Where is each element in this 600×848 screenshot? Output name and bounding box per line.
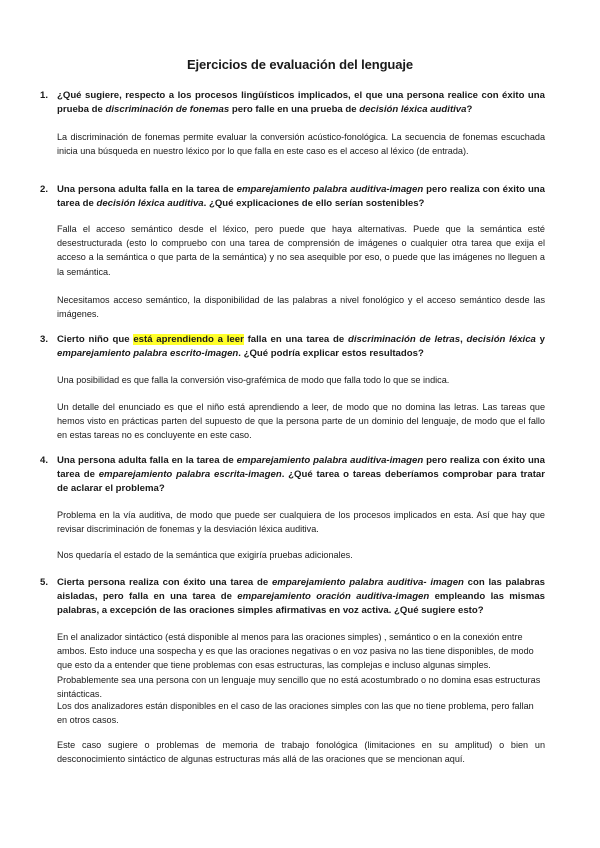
answer-3-paragraph-1: Una posibilidad es que falla la conversión viso-grafémica de modo que falla todo lo que se indica.	[57, 375, 450, 385]
question-number-2: 2.	[40, 184, 49, 195]
answer-3-paragraph-2: Un detalle del enunciado es que el niño está aprendiendo a leer, de modo que no domina las letras. Las tareas que hemos visto en prácticas parten del supuesto de que la persona parte de un dominio del lenguaje, de modo que el fallo en estas tareas no es concluyente en este caso.	[57, 402, 545, 441]
highlighted-text: está aprendiendo a leer	[133, 334, 244, 345]
answer-2-paragraph-2: Necesitamos acceso semántico, la disponibilidad de las palabras a nivel fonológico y el acceso semántico desde las imágenes.	[57, 295, 545, 320]
answer-4-paragraph-1: Problema en la vía auditiva, de modo que puede ser cualquiera de los procesos implicados en esta. Así que hay que revisar discriminación de fonemas y la desviación léxica auditiva.	[57, 510, 545, 535]
question-3: Cierto niño que está aprendiendo a leer falla en una tarea de discriminación de letras, decisión léxica y emparejamiento palabra escrito-imagen. ¿Qué podría explicar estos resultados?	[57, 334, 545, 360]
question-1: ¿Qué sugiere, respecto a los procesos lingüísticos implicados, el que una persona realice con éxito una prueba de discriminación de fonemas pero falle en una prueba de decisión léxica auditiva?	[57, 90, 545, 116]
answer-5-paragraph-3: Este caso sugiere o problemas de memoria de trabajo fonológica (limitaciones en su amplitud) o bien un desconocimiento sintáctico de algunas estructuras más allá de las oraciones que se mencionan aquí.	[57, 740, 545, 765]
question-4: Una persona adulta falla en la tarea de emparejamiento palabra auditiva-imagen pero realiza con éxito una tarea de emparejamiento palabra escrita-imagen. ¿Qué tarea o tareas deberíamos comprobar para tratar de aclarar el problema?	[57, 455, 545, 495]
answer-2-paragraph-1: Falla el acceso semántico desde el léxico, pero puede que haya alternativas. Puede que la semántica esté desestructurada (esto lo compruebo con una tarea de comprensión de imágenes o cualquier otra tarea que exija el acceso a la semántica o que parta de la semántica) y no sea asequible por eso, o puede que las imágenes no lleguen a la semántica.	[57, 224, 545, 277]
answer-5-paragraph-2: Los dos analizadores están disponibles en el caso de las oraciones simples con las que no tiene problema, pero fallan en otros casos.	[57, 701, 534, 726]
question-number-5: 5.	[40, 577, 49, 588]
question-number-1: 1.	[40, 90, 49, 101]
question-number-4: 4.	[40, 455, 49, 466]
answer-1-paragraph-1: La discriminación de fonemas permite evaluar la conversión acústico-fonológica. La secuencia de fonemas escuchada inicia una búsqueda en nuestro léxico por lo que falla en este caso es el acceso al léxico (de entrada).	[57, 132, 545, 157]
page-title: Ejercicios de evaluación del lenguaje	[186, 57, 414, 72]
answer-5-paragraph-1: En el analizador sintáctico (está disponible al menos para las oraciones simples) , semántico o en la conexión entre ambos. Esto induce una sospecha y es que las oraciones negativas o en voz pasiva no las tiene disponibles, de modo que esto da a entender que tiene problemas con esas estructuras, las complejas e incluso algunas simples. Probablemente sea una persona con un lenguaje muy sencillo que no está acostumbrado o no domina esas estructuras sintácticas.	[57, 632, 541, 699]
question-2: Una persona adulta falla en la tarea de emparejamiento palabra auditiva-imagen pero realiza con éxito una tarea de decisión léxica auditiva. ¿Qué explicaciones de ello serían sostenibles?	[57, 184, 545, 210]
answer-4-paragraph-2: Nos quedaría el estado de la semántica que exigiría pruebas adicionales.	[57, 550, 353, 560]
question-number-3: 3.	[40, 334, 49, 345]
question-5: Cierta persona realiza con éxito una tarea de emparejamiento palabra auditiva- imagen con las palabras aisladas, pero falla en una tarea de emparejamiento oración auditiva-imagen empleando las mismas palabras, a excepción de las oraciones simples afirmativas en voz activa. ¿Qué sugiere esto?	[57, 577, 545, 617]
